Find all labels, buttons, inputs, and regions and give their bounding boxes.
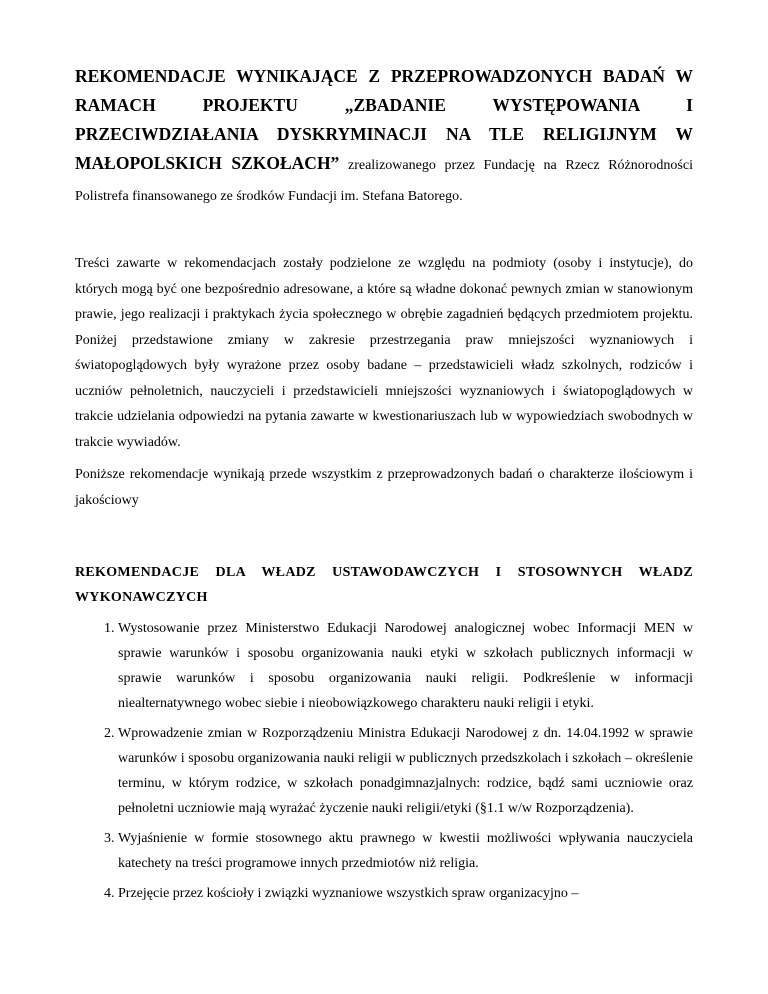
recommendation-item: 1. Wystosowanie przez Ministerstwo Edukacji Narodowej analogicznej wobec Informacji MEN w sprawie warunków i sposobu organizowania nauki etyki w szkołach publicznych informacji w sprawie warunków i sposobu organizowania nauki religii. Podkreślenie w informacji niealternatywnego wobec siebie i nieobowiązkowego charakteru nauki religii i etyki. <box>118 616 693 716</box>
recommendation-item: 3. Wyjaśnienie w formie stosownego aktu prawnego w kwestii możliwości wpływania nauczyciela katechety na treści programowe innych przedmiotów niż religia. <box>118 826 693 876</box>
section-heading: REKOMENDACJE DLA WŁADZ USTAWODAWCZYCH I STOSOWNYCH WŁADZ WYKONAWCZYCH <box>75 565 693 605</box>
title-continuation: zrealizowanego przez Fundację na Rzecz Różnorodności Polistrefa finansowanego ze środków Fundacji im. Stefana Batorego. <box>75 158 693 204</box>
title-bold: REKOMENDACJE WYNIKAJĄCE Z PRZEPROWADZONYCH BADAŃ W RAMACH PROJEKTU „ZBADANIE WYSTĘPOWANIA I PRZECIWDZIAŁANIA DYSKRYMINACJI NA TLE RELIGIJNYM W MAŁOPOLSKICH SZKOŁACH” <box>75 66 693 173</box>
document-page <box>75 62 693 911</box>
summary-paragraph: Poniższe rekomendacje wynikają przede wszystkim z przeprowadzonych badań o charakterze ilościowym i jakościowy <box>75 467 693 508</box>
recommendation-item: 2. Wprowadzenie zmian w Rozporządzeniu Ministra Edukacji Narodowej z dn. 14.04.1992 w sprawie warunków i sposobu organizowania nauki religii w publicznych przedszkolach i szkołach – określenie terminu, w którym rodzice, w szkołach ponadgimnazjalnych: rodzice, bądź sami uczniowie oraz pełnoletni uczniowie mają wyrażać życzenie nauki religii/etyki (§1.1 w/w Rozporządzenia). <box>118 721 693 821</box>
recommendation-item: 4. Przejęcie przez kościoły i związki wyznaniowe wszystkich spraw organizacyjno – <box>118 881 693 906</box>
document-title <box>75 62 693 211</box>
recommendations-list <box>75 616 693 906</box>
intro-paragraph: Treści zawarte w rekomendacjach zostały podzielone ze względu na podmioty (osoby i instytucje), do których mogą być one bezpośrednio adresowane, a które są władne dokonać pewnych zmian w stanowionym prawie, jego realizacji i praktykach życia społecznego w obrębie zagadnień będących przedmiotem projektu. Poniżej przedstawione zmiany w zakresie przestrzegania praw mniejszości wyznaniowych i światopoglądowych były wyrażone przez osoby badane – przedstawicieli władz szkolnych, rodziców i uczniów pełnoletnich, nauczycieli i przedstawicieli mniejszości wyznaniowych i światopoglądowych w trakcie udzielania odpowiedzi na pytania zawarte w kwestionariuszach lub w wypowiedziach swobodnych w trakcie wywiadów. <box>75 256 693 450</box>
